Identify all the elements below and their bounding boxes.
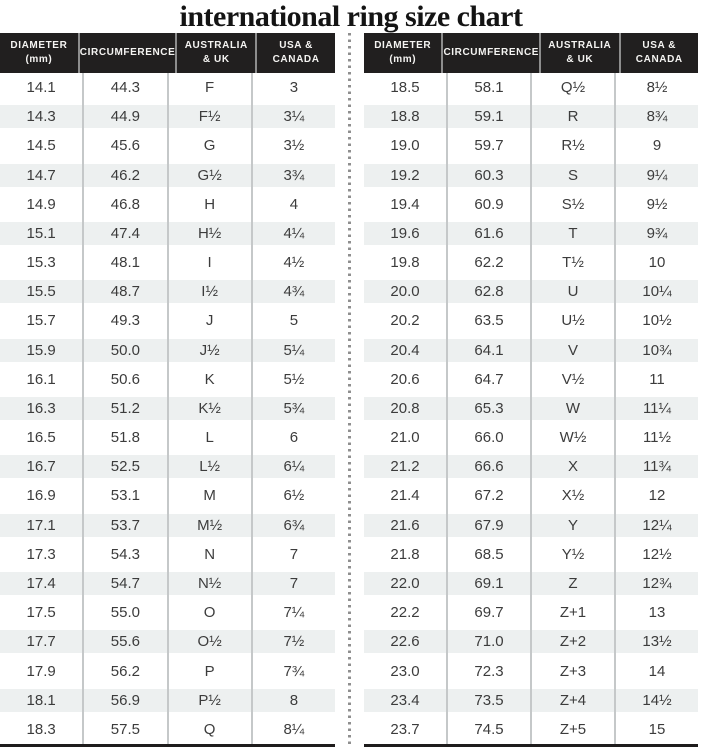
cell-usa-canada: 4½ — [283, 254, 305, 272]
cell-circumference: 55.6 — [84, 627, 168, 656]
cell-diameter: 19.4 — [364, 190, 448, 219]
table-row — [0, 306, 335, 335]
cell-circumference: 68.5 — [448, 540, 532, 569]
cell-australia-uk: V½ — [532, 365, 616, 394]
cell-australia-uk: S — [532, 161, 616, 190]
cell-australia-uk: Q½ — [532, 73, 616, 102]
table-row — [364, 277, 698, 306]
cell-circumference: 67.2 — [448, 481, 532, 510]
table-row — [0, 277, 335, 306]
cell-australia-uk: N½ — [169, 569, 253, 598]
ring-size-table-right — [364, 33, 698, 747]
cell-usa-canada: 12¼ — [642, 516, 672, 534]
cell-australia-uk: K½ — [169, 394, 253, 423]
cell-australia-uk: Q — [169, 715, 253, 744]
cell-usa-canada: 6½ — [283, 487, 305, 505]
cell-australia-uk: W — [532, 394, 616, 423]
header-line: DIAMETER — [374, 40, 432, 51]
cell-usa-canada: 10½ — [642, 312, 672, 330]
table-row — [364, 394, 698, 423]
table-row — [0, 219, 335, 248]
table-header-row — [0, 33, 335, 73]
ring-size-table-left — [0, 33, 335, 747]
cell-diameter: 17.5 — [0, 598, 84, 627]
cell-usa-canada: 3½ — [283, 137, 305, 155]
cell-circumference: 48.7 — [84, 277, 168, 306]
cell-diameter: 20.4 — [364, 336, 448, 365]
cell-australia-uk: M½ — [169, 511, 253, 540]
cell-circumference: 72.3 — [448, 656, 532, 685]
cell-diameter: 15.9 — [0, 336, 84, 365]
cell-diameter: 15.5 — [0, 277, 84, 306]
table-row — [0, 511, 335, 540]
cell-usa-canada: 14 — [648, 662, 666, 680]
table-row — [0, 336, 335, 365]
cell-usa-canada: 3¾ — [283, 166, 305, 184]
cell-diameter: 14.9 — [0, 190, 84, 219]
cell-usa-canada: 14½ — [642, 691, 672, 709]
header-line: CANADA — [272, 54, 320, 65]
table-row — [364, 248, 698, 277]
cell-circumference: 55.0 — [84, 598, 168, 627]
cell-diameter: 22.0 — [364, 569, 448, 598]
cell-usa-canada: 5¼ — [283, 341, 305, 359]
cell-usa-canada: 6¾ — [283, 516, 305, 534]
cell-usa-canada: 6 — [289, 429, 299, 447]
table-row — [0, 365, 335, 394]
cell-usa-canada: 15 — [648, 720, 666, 738]
table-row — [364, 656, 698, 685]
cell-circumference: 66.0 — [448, 423, 532, 452]
cell-australia-uk: R — [532, 102, 616, 131]
cell-diameter: 18.5 — [364, 73, 448, 102]
cell-australia-uk: Y½ — [532, 540, 616, 569]
header-diameter — [0, 33, 80, 73]
cell-australia-uk: P½ — [169, 686, 253, 715]
cell-australia-uk: Z+5 — [532, 715, 616, 744]
table-row — [364, 511, 698, 540]
cell-circumference: 64.1 — [448, 336, 532, 365]
cell-circumference: 61.6 — [448, 219, 532, 248]
cell-diameter: 20.8 — [364, 394, 448, 423]
cell-australia-uk: Z — [532, 569, 616, 598]
cell-diameter: 21.2 — [364, 452, 448, 481]
header-usa-canada — [257, 33, 335, 73]
cell-circumference: 52.5 — [84, 452, 168, 481]
cell-australia-uk: R½ — [532, 131, 616, 160]
cell-circumference: 51.8 — [84, 423, 168, 452]
cell-circumference: 50.6 — [84, 365, 168, 394]
cell-diameter: 16.9 — [0, 481, 84, 510]
cell-circumference: 47.4 — [84, 219, 168, 248]
header-circumference — [443, 33, 541, 73]
cell-usa-canada: 12¾ — [642, 575, 672, 592]
cell-circumference: 44.9 — [84, 102, 168, 131]
cell-australia-uk: O½ — [169, 627, 253, 656]
cell-circumference: 46.2 — [84, 161, 168, 190]
cell-circumference: 51.2 — [84, 394, 168, 423]
cell-diameter: 18.8 — [364, 102, 448, 131]
cell-usa-canada: 4 — [289, 195, 299, 213]
table-row — [0, 656, 335, 685]
table-row — [364, 336, 698, 365]
cell-australia-uk: T — [532, 219, 616, 248]
cell-australia-uk: S½ — [532, 190, 616, 219]
cell-usa-canada: 9¾ — [646, 224, 668, 242]
cell-australia-uk: I — [169, 248, 253, 277]
cell-australia-uk: U½ — [532, 306, 616, 335]
cell-diameter: 15.3 — [0, 248, 84, 277]
cell-circumference: 53.7 — [84, 511, 168, 540]
table-header-row — [364, 33, 698, 73]
cell-circumference: 48.1 — [84, 248, 168, 277]
cell-circumference: 56.9 — [84, 686, 168, 715]
cell-usa-canada: 7¾ — [283, 662, 305, 680]
cell-australia-uk: T½ — [532, 248, 616, 277]
cell-australia-uk: L — [169, 423, 253, 452]
table-row — [0, 102, 335, 131]
cell-diameter: 16.1 — [0, 365, 84, 394]
cell-diameter: 19.0 — [364, 131, 448, 160]
cell-diameter: 22.2 — [364, 598, 448, 627]
table-row — [364, 190, 698, 219]
cell-diameter: 23.7 — [364, 715, 448, 744]
divider-column — [335, 33, 364, 747]
cell-diameter: 14.5 — [0, 131, 84, 160]
cell-circumference: 58.1 — [448, 73, 532, 102]
cell-australia-uk: H½ — [169, 219, 253, 248]
table-row — [364, 102, 698, 131]
table-row — [0, 569, 335, 598]
header-line: USA & — [279, 40, 313, 51]
table-row — [364, 131, 698, 160]
table-row — [0, 394, 335, 423]
cell-australia-uk: X — [532, 452, 616, 481]
table-row — [0, 452, 335, 481]
header-line: DIAMETER — [10, 40, 68, 51]
cell-usa-canada: 3 — [289, 79, 299, 97]
cell-diameter: 17.7 — [0, 627, 84, 656]
cell-circumference: 60.3 — [448, 161, 532, 190]
header-line: & UK — [566, 54, 594, 65]
cell-circumference: 63.5 — [448, 306, 532, 335]
table-row — [364, 452, 698, 481]
cell-australia-uk: Z+1 — [532, 598, 616, 627]
cell-australia-uk: H — [169, 190, 253, 219]
cell-australia-uk: N — [169, 540, 253, 569]
header-line: AUSTRALIA — [184, 40, 248, 51]
cell-circumference: 45.6 — [84, 131, 168, 160]
cell-usa-canada: 8½ — [646, 79, 668, 97]
cell-circumference: 69.7 — [448, 598, 532, 627]
cell-diameter: 22.6 — [364, 627, 448, 656]
cell-circumference: 74.5 — [448, 715, 532, 744]
cell-diameter: 20.0 — [364, 277, 448, 306]
cell-circumference: 53.1 — [84, 481, 168, 510]
cell-diameter: 17.1 — [0, 511, 84, 540]
header-circumference — [80, 33, 178, 73]
table-row — [364, 161, 698, 190]
table-row — [364, 540, 698, 569]
cell-usa-canada: 10¾ — [642, 341, 672, 359]
cell-usa-canada: 4¼ — [283, 224, 305, 242]
cell-diameter: 14.3 — [0, 102, 84, 131]
table-row — [0, 131, 335, 160]
cell-diameter: 21.4 — [364, 481, 448, 510]
table-row — [364, 219, 698, 248]
header-diameter — [364, 33, 443, 73]
cell-usa-canada: 8¾ — [646, 108, 668, 126]
cell-usa-canada: 9 — [652, 137, 662, 155]
cell-circumference: 46.8 — [84, 190, 168, 219]
header-line: USA & — [642, 40, 677, 51]
cell-usa-canada: 8¼ — [283, 720, 305, 738]
cell-circumference: 65.3 — [448, 394, 532, 423]
cell-diameter: 14.1 — [0, 73, 84, 102]
cell-usa-canada: 12 — [648, 487, 666, 505]
cell-circumference: 71.0 — [448, 627, 532, 656]
cell-usa-canada: 9½ — [646, 195, 668, 213]
cell-diameter: 18.1 — [0, 686, 84, 715]
cell-usa-canada: 7 — [289, 575, 299, 592]
cell-diameter: 18.3 — [0, 715, 84, 744]
cell-australia-uk: W½ — [532, 423, 616, 452]
header-line: AUSTRALIA — [548, 40, 612, 51]
cell-usa-canada: 13 — [648, 604, 666, 622]
cell-usa-canada: 7½ — [283, 633, 305, 651]
table-row — [0, 686, 335, 715]
cell-diameter: 21.6 — [364, 511, 448, 540]
cell-diameter: 16.3 — [0, 394, 84, 423]
table-row — [0, 73, 335, 102]
cell-circumference: 50.0 — [84, 336, 168, 365]
cell-circumference: 49.3 — [84, 306, 168, 335]
table-row — [0, 540, 335, 569]
cell-circumference: 59.1 — [448, 102, 532, 131]
cell-circumference: 64.7 — [448, 365, 532, 394]
cell-usa-canada: 12½ — [642, 545, 672, 563]
cell-usa-canada: 9¼ — [646, 166, 668, 184]
table-row — [364, 423, 698, 452]
cell-australia-uk: U — [532, 277, 616, 306]
table-row — [0, 627, 335, 656]
cell-australia-uk: G — [169, 131, 253, 160]
cell-australia-uk: I½ — [169, 277, 253, 306]
table-row — [0, 161, 335, 190]
header-line: CANADA — [635, 54, 683, 65]
cell-australia-uk: K — [169, 365, 253, 394]
cell-circumference: 60.9 — [448, 190, 532, 219]
cell-australia-uk: Z+3 — [532, 656, 616, 685]
cell-usa-canada: 13½ — [642, 633, 672, 651]
cell-australia-uk: O — [169, 598, 253, 627]
cell-circumference: 73.5 — [448, 686, 532, 715]
cell-australia-uk: X½ — [532, 481, 616, 510]
table-row — [364, 481, 698, 510]
header-line: CIRCUMFERENCE — [443, 47, 540, 58]
header-australia-uk — [541, 33, 620, 73]
cell-circumference: 54.7 — [84, 569, 168, 598]
cell-circumference: 62.8 — [448, 277, 532, 306]
cell-circumference: 62.2 — [448, 248, 532, 277]
cell-circumference: 54.3 — [84, 540, 168, 569]
header-australia-uk — [177, 33, 257, 73]
cell-australia-uk: Y — [532, 511, 616, 540]
cell-diameter: 17.9 — [0, 656, 84, 685]
cell-diameter: 21.0 — [364, 423, 448, 452]
cell-diameter: 19.6 — [364, 219, 448, 248]
cell-diameter: 20.2 — [364, 306, 448, 335]
cell-usa-canada: 7 — [289, 545, 299, 563]
cell-circumference: 57.5 — [84, 715, 168, 744]
cell-circumference: 59.7 — [448, 131, 532, 160]
cell-diameter: 23.0 — [364, 656, 448, 685]
cell-diameter: 15.7 — [0, 306, 84, 335]
header-usa-canada — [621, 33, 698, 73]
cell-usa-canada: 11 — [649, 370, 665, 388]
cell-diameter: 19.2 — [364, 161, 448, 190]
table-row — [0, 248, 335, 277]
cell-australia-uk: J½ — [169, 336, 253, 365]
table-body — [0, 73, 335, 744]
cell-circumference: 44.3 — [84, 73, 168, 102]
header-line: CIRCUMFERENCE — [79, 47, 176, 58]
cell-diameter: 15.1 — [0, 219, 84, 248]
table-row — [364, 715, 698, 744]
cell-australia-uk: Z+4 — [532, 686, 616, 715]
table-row — [0, 715, 335, 744]
cell-australia-uk: V — [532, 336, 616, 365]
table-row — [0, 598, 335, 627]
cell-circumference: 56.2 — [84, 656, 168, 685]
table-body — [364, 73, 698, 744]
header-line: & UK — [202, 54, 230, 65]
table-row — [364, 569, 698, 598]
cell-circumference: 67.9 — [448, 511, 532, 540]
cell-usa-canada: 10¼ — [642, 283, 672, 301]
table-row — [0, 481, 335, 510]
cell-diameter: 21.8 — [364, 540, 448, 569]
cell-usa-canada: 10 — [648, 254, 666, 272]
cell-australia-uk: F½ — [169, 102, 253, 131]
table-row — [364, 306, 698, 335]
tables-container — [0, 33, 702, 747]
cell-australia-uk: L½ — [169, 452, 253, 481]
cell-circumference: 66.6 — [448, 452, 532, 481]
table-row — [364, 686, 698, 715]
cell-australia-uk: J — [169, 306, 253, 335]
table-row — [364, 365, 698, 394]
cell-diameter: 20.6 — [364, 365, 448, 394]
cell-australia-uk: M — [169, 481, 253, 510]
cell-diameter: 14.7 — [0, 161, 84, 190]
cell-usa-canada: 4¾ — [283, 283, 305, 301]
header-line: (mm) — [25, 54, 53, 65]
cell-usa-canada: 11¼ — [642, 399, 672, 417]
cell-usa-canada: 3¼ — [283, 108, 305, 126]
table-row — [364, 627, 698, 656]
cell-australia-uk: P — [169, 656, 253, 685]
cell-usa-canada: 5¾ — [283, 399, 305, 417]
cell-diameter: 17.3 — [0, 540, 84, 569]
cell-diameter: 19.8 — [364, 248, 448, 277]
cell-usa-canada: 7¼ — [283, 604, 305, 622]
cell-diameter: 23.4 — [364, 686, 448, 715]
cell-usa-canada: 8 — [289, 691, 299, 709]
cell-australia-uk: F — [169, 73, 253, 102]
cell-diameter: 16.7 — [0, 452, 84, 481]
cell-australia-uk: G½ — [169, 161, 253, 190]
cell-usa-canada: 11¾ — [642, 458, 672, 476]
cell-usa-canada: 5 — [289, 312, 299, 330]
header-line: (mm) — [389, 54, 417, 65]
page-title: international ring size chart — [179, 0, 523, 33]
table-row — [364, 598, 698, 627]
dotted-divider — [348, 33, 351, 747]
cell-usa-canada: 6¼ — [283, 458, 305, 476]
cell-circumference: 69.1 — [448, 569, 532, 598]
table-row — [364, 73, 698, 102]
cell-australia-uk: Z+2 — [532, 627, 616, 656]
table-row — [0, 423, 335, 452]
cell-diameter: 17.4 — [0, 569, 84, 598]
cell-usa-canada: 5½ — [283, 370, 305, 388]
cell-usa-canada: 11½ — [642, 429, 672, 447]
table-row — [0, 190, 335, 219]
cell-diameter: 16.5 — [0, 423, 84, 452]
